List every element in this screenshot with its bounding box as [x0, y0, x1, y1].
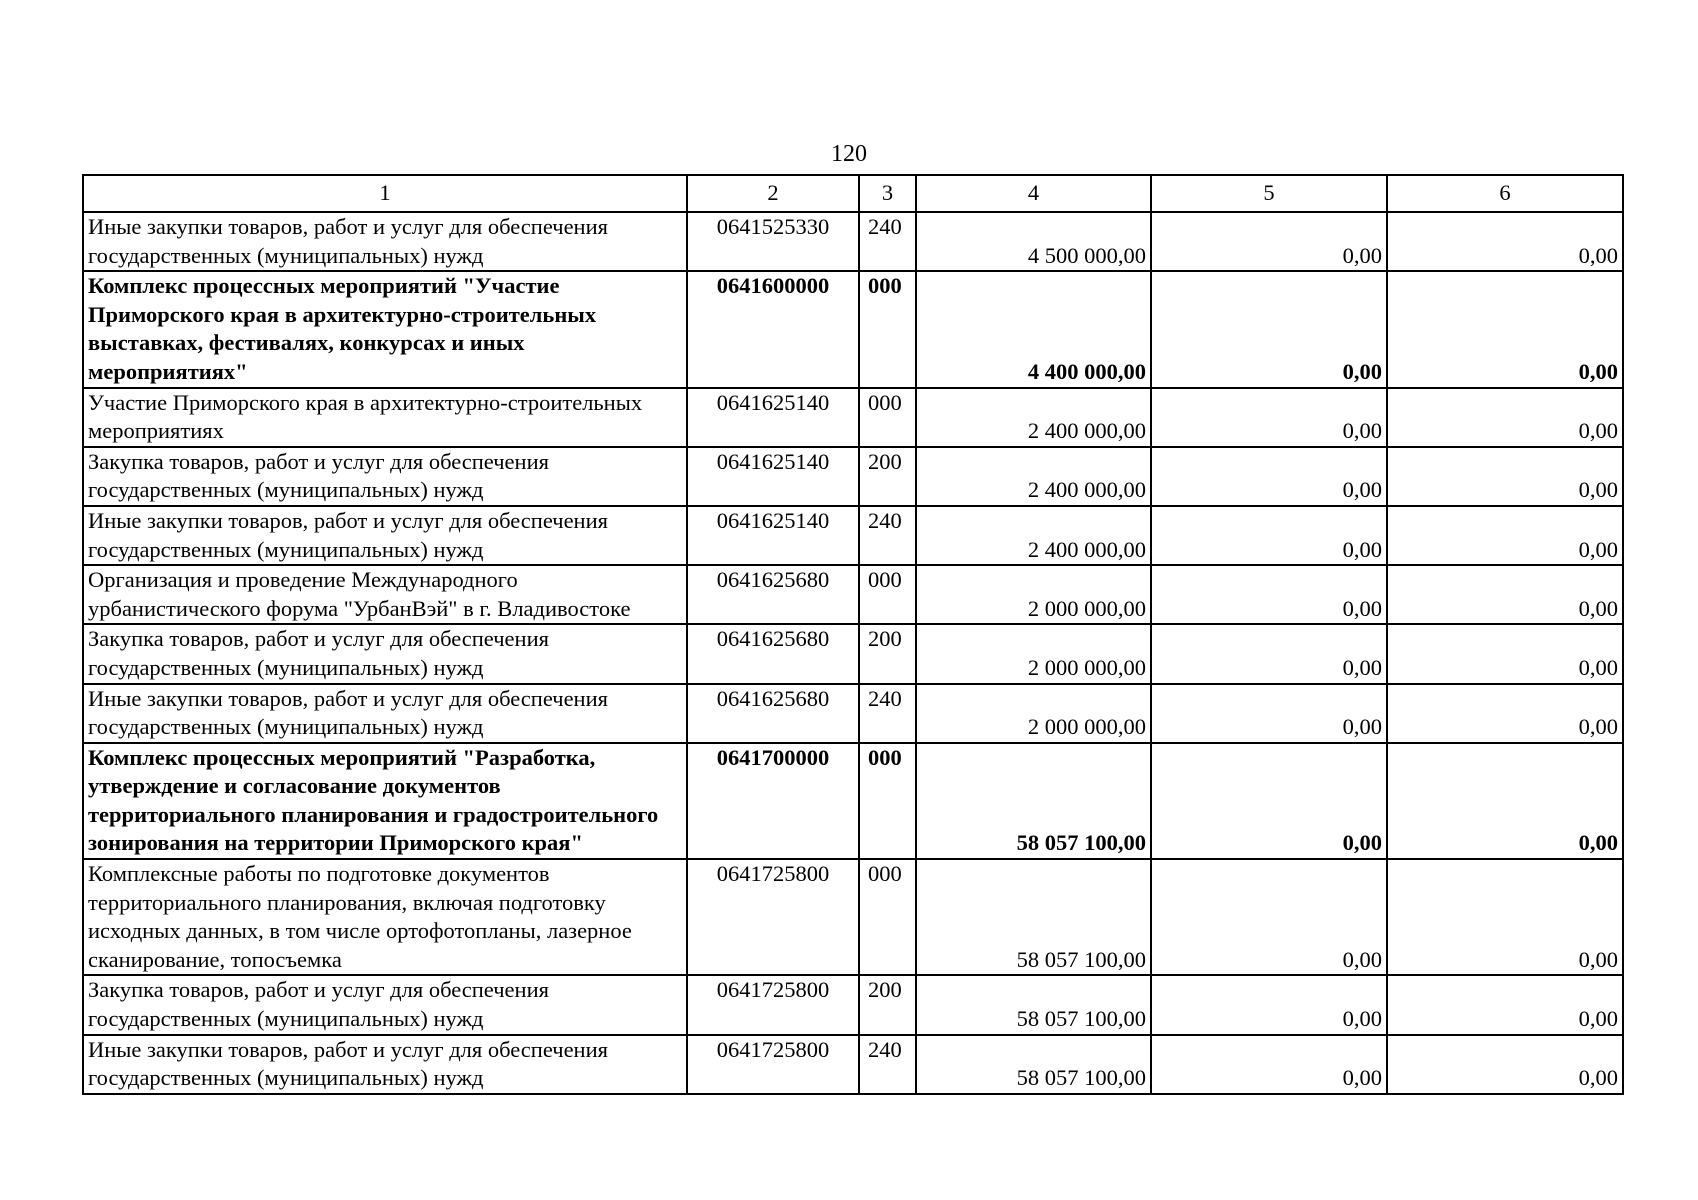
row-amount-col4-cell: 2 000 000,00 — [916, 684, 1151, 743]
row-name-cell: Участие Приморского края в архитектурно-строительных мероприятиях — [83, 388, 687, 447]
row-amount-col4-cell: 58 057 100,00 — [916, 743, 1151, 859]
row-type-cell: 000 — [859, 388, 916, 447]
row-amount-col4-cell: 2 400 000,00 — [916, 506, 1151, 565]
row-type-cell: 240 — [859, 212, 916, 271]
row-amount-col6-cell: 0,00 — [1387, 684, 1623, 743]
table-row — [83, 271, 1623, 387]
row-type-cell: 000 — [859, 859, 916, 975]
row-amount-col6-cell: 0,00 — [1387, 565, 1623, 624]
row-type-cell: 000 — [859, 565, 916, 624]
row-name-cell: Комплекс процессных мероприятий "Участие Приморского края в архитектурно-строительных выставках, фестивалях, конкурсах и иных мероприятиях" — [83, 271, 687, 387]
table-row — [83, 447, 1623, 506]
row-amount-col4-cell: 2 000 000,00 — [916, 624, 1151, 683]
row-amount-col6-cell: 0,00 — [1387, 271, 1623, 387]
row-amount-col5-cell: 0,00 — [1151, 212, 1387, 271]
row-code-cell: 0641525330 — [687, 212, 859, 271]
row-name-cell: Закупка товаров, работ и услуг для обеспечения государственных (муниципальных) нужд — [83, 447, 687, 506]
row-amount-col4-cell: 2 400 000,00 — [916, 388, 1151, 447]
row-amount-col5-cell: 0,00 — [1151, 859, 1387, 975]
row-name-cell: Иные закупки товаров, работ и услуг для обеспечения государственных (муниципальных) нужд — [83, 684, 687, 743]
header-cell-2: 2 — [687, 175, 859, 212]
row-amount-col6-cell: 0,00 — [1387, 212, 1623, 271]
row-code-cell: 0641625140 — [687, 388, 859, 447]
row-amount-col6-cell: 0,00 — [1387, 624, 1623, 683]
table-row — [83, 565, 1623, 624]
row-amount-col4-cell: 4 400 000,00 — [916, 271, 1151, 387]
row-type-cell: 000 — [859, 743, 916, 859]
row-code-cell: 0641700000 — [687, 743, 859, 859]
header-cell-5: 5 — [1151, 175, 1387, 212]
budget-table — [82, 174, 1624, 1095]
row-code-cell: 0641625140 — [687, 506, 859, 565]
row-amount-col4-cell: 4 500 000,00 — [916, 212, 1151, 271]
row-name-cell: Иные закупки товаров, работ и услуг для обеспечения государственных (муниципальных) нужд — [83, 212, 687, 271]
table-row — [83, 1035, 1623, 1094]
header-row — [83, 175, 1623, 212]
row-amount-col5-cell: 0,00 — [1151, 624, 1387, 683]
table-row — [83, 624, 1623, 683]
row-amount-col6-cell: 0,00 — [1387, 388, 1623, 447]
row-code-cell: 0641625140 — [687, 447, 859, 506]
row-name-cell: Иные закупки товаров, работ и услуг для обеспечения государственных (муниципальных) нужд — [83, 1035, 687, 1094]
table-row — [83, 859, 1623, 975]
table-row — [83, 975, 1623, 1034]
row-amount-col5-cell: 0,00 — [1151, 506, 1387, 565]
row-type-cell: 200 — [859, 624, 916, 683]
table-body — [83, 175, 1623, 1094]
row-amount-col5-cell: 0,00 — [1151, 743, 1387, 859]
row-code-cell: 0641600000 — [687, 271, 859, 387]
table-row — [83, 743, 1623, 859]
row-name-cell: Организация и проведение Международного урбанистического форума "УрбанВэй" в г. Владивостоке — [83, 565, 687, 624]
row-amount-col4-cell: 2 000 000,00 — [916, 565, 1151, 624]
row-amount-col6-cell: 0,00 — [1387, 743, 1623, 859]
header-cell-6: 6 — [1387, 175, 1623, 212]
row-amount-col4-cell: 58 057 100,00 — [916, 1035, 1151, 1094]
row-amount-col5-cell: 0,00 — [1151, 271, 1387, 387]
table-row — [83, 388, 1623, 447]
row-amount-col4-cell: 2 400 000,00 — [916, 447, 1151, 506]
row-amount-col4-cell: 58 057 100,00 — [916, 975, 1151, 1034]
header-cell-3: 3 — [859, 175, 916, 212]
row-amount-col6-cell: 0,00 — [1387, 975, 1623, 1034]
row-amount-col5-cell: 0,00 — [1151, 447, 1387, 506]
row-amount-col6-cell: 0,00 — [1387, 859, 1623, 975]
row-code-cell: 0641725800 — [687, 975, 859, 1034]
row-amount-col6-cell: 0,00 — [1387, 447, 1623, 506]
row-amount-col6-cell: 0,00 — [1387, 1035, 1623, 1094]
table-row — [83, 212, 1623, 271]
row-code-cell: 0641625680 — [687, 624, 859, 683]
row-amount-col5-cell: 0,00 — [1151, 1035, 1387, 1094]
row-type-cell: 240 — [859, 506, 916, 565]
row-type-cell: 200 — [859, 447, 916, 506]
row-name-cell: Комплексные работы по подготовке документов территориального планирования, включая подготовку исходных данных, в том числе ортофотопланы, лазерное сканирование, топосъемка — [83, 859, 687, 975]
row-code-cell: 0641625680 — [687, 565, 859, 624]
header-cell-4: 4 — [916, 175, 1151, 212]
table-row — [83, 506, 1623, 565]
page-number: 120 — [831, 141, 867, 167]
row-name-cell: Комплекс процессных мероприятий "Разработка, утверждение и согласование документов территориального планирования и градостроительного зонирования на территории Приморского края" — [83, 743, 687, 859]
row-amount-col4-cell: 58 057 100,00 — [916, 859, 1151, 975]
row-type-cell: 240 — [859, 684, 916, 743]
row-code-cell: 0641725800 — [687, 1035, 859, 1094]
row-amount-col6-cell: 0,00 — [1387, 506, 1623, 565]
row-amount-col5-cell: 0,00 — [1151, 388, 1387, 447]
row-name-cell: Иные закупки товаров, работ и услуг для обеспечения государственных (муниципальных) нужд — [83, 506, 687, 565]
header-cell-1: 1 — [83, 175, 687, 212]
row-type-cell: 000 — [859, 271, 916, 387]
table-row — [83, 684, 1623, 743]
row-type-cell: 240 — [859, 1035, 916, 1094]
row-amount-col5-cell: 0,00 — [1151, 684, 1387, 743]
row-amount-col5-cell: 0,00 — [1151, 975, 1387, 1034]
row-type-cell: 200 — [859, 975, 916, 1034]
row-code-cell: 0641625680 — [687, 684, 859, 743]
row-code-cell: 0641725800 — [687, 859, 859, 975]
row-amount-col5-cell: 0,00 — [1151, 565, 1387, 624]
row-name-cell: Закупка товаров, работ и услуг для обеспечения государственных (муниципальных) нужд — [83, 975, 687, 1034]
row-name-cell: Закупка товаров, работ и услуг для обеспечения государственных (муниципальных) нужд — [83, 624, 687, 683]
